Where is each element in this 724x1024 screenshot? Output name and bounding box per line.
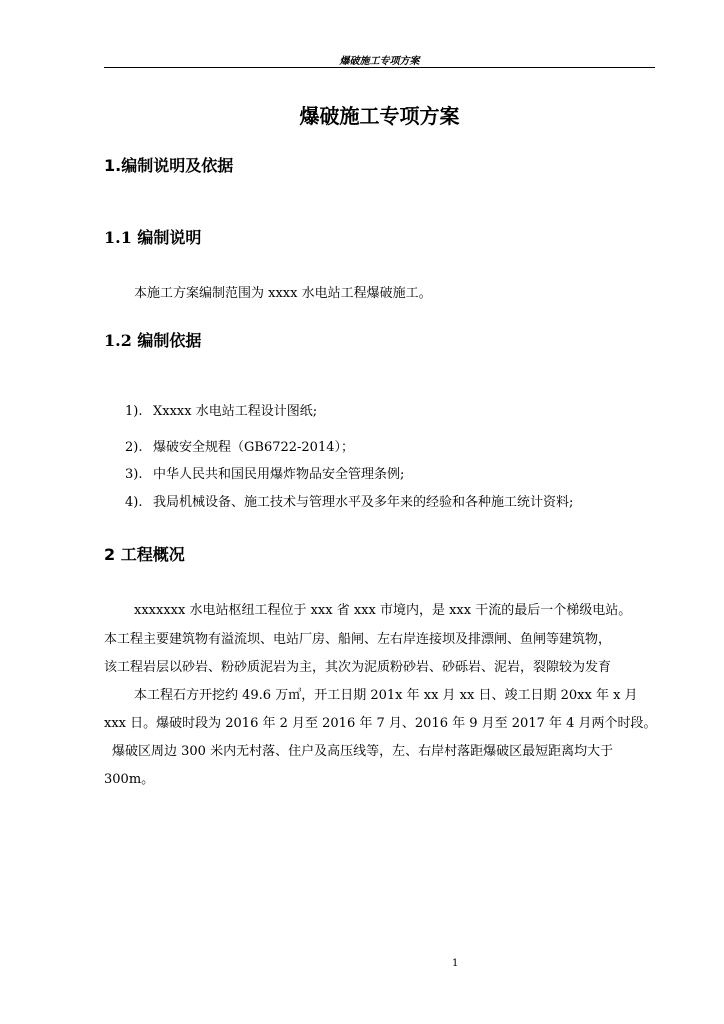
list-item-number: 1). bbox=[125, 404, 143, 419]
running-header: 爆破施工专项方案 bbox=[339, 56, 420, 67]
section-2-line-1: xxxxxxx 水电站枢纽工程位于 xxx 省 xxx 市境内，是 xxx 干流的最后一个梯级电站。 bbox=[134, 603, 632, 618]
list-item-text: 我局机械设备、施工技术与管理水平及多年来的经验和各种施工统计资料; bbox=[153, 495, 574, 510]
section-2-line-7: 300m。 bbox=[104, 772, 155, 787]
list-item-text: 爆破安全规程（GB6722-2014）； bbox=[153, 440, 354, 455]
list-item-number: 2). bbox=[125, 440, 143, 455]
list-item bbox=[125, 463, 404, 482]
page-number: 1 bbox=[452, 958, 459, 969]
section-2-line-2: 本工程主要建筑物有溢流坝、电站厂房、船闸、左右岸连接坝及排漂闸、鱼闸等建筑物， bbox=[104, 632, 612, 647]
list-item bbox=[125, 400, 317, 419]
list-item bbox=[125, 436, 354, 455]
section-1-1-text: 本施工方案编制范围为 xxxx 水电站工程爆破施工。 bbox=[134, 286, 432, 301]
section-2-line-5: xxx 日。爆破时段为 2016 年 2 月至 2016 年 7 月、2016 年 9 月至 2017 年 4 月两个时段。 bbox=[104, 716, 657, 731]
section-2-heading: 2 工程概况 bbox=[104, 545, 185, 564]
section-2-line-3: 该工程岩层以砂岩、粉砂质泥岩为主，其次为泥质粉砂岩、砂砾岩、泥岩，裂隙较为发育 bbox=[104, 660, 612, 675]
section-2-line-4: 本工程石方开挖约 49.6 万㎥，开工日期 201x 年 xx 月 xx 日、竣工日期 20xx 年 x 月 bbox=[134, 688, 638, 703]
list-item-text: 中华人民共和国民用爆炸物品安全管理条例; bbox=[153, 467, 405, 482]
list-item-number: 4). bbox=[125, 495, 143, 510]
list-item bbox=[125, 491, 573, 510]
header-rule bbox=[104, 67, 655, 68]
section-1-heading: 1.编制说明及依据 bbox=[104, 156, 234, 175]
section-2-line-6: 爆破区周边 300 米内无村落、住户及高压线等，左、右岸村落距爆破区最短距离均大于 bbox=[112, 744, 614, 759]
list-item-number: 3). bbox=[125, 467, 143, 482]
section-1-1-heading: 1.1 编制说明 bbox=[104, 228, 202, 247]
list-item-text: Xxxxx 水电站工程设计图纸; bbox=[153, 404, 318, 419]
section-1-2-heading: 1.2 编制依据 bbox=[104, 331, 202, 350]
document-title: 爆破施工专项方案 bbox=[299, 104, 460, 128]
